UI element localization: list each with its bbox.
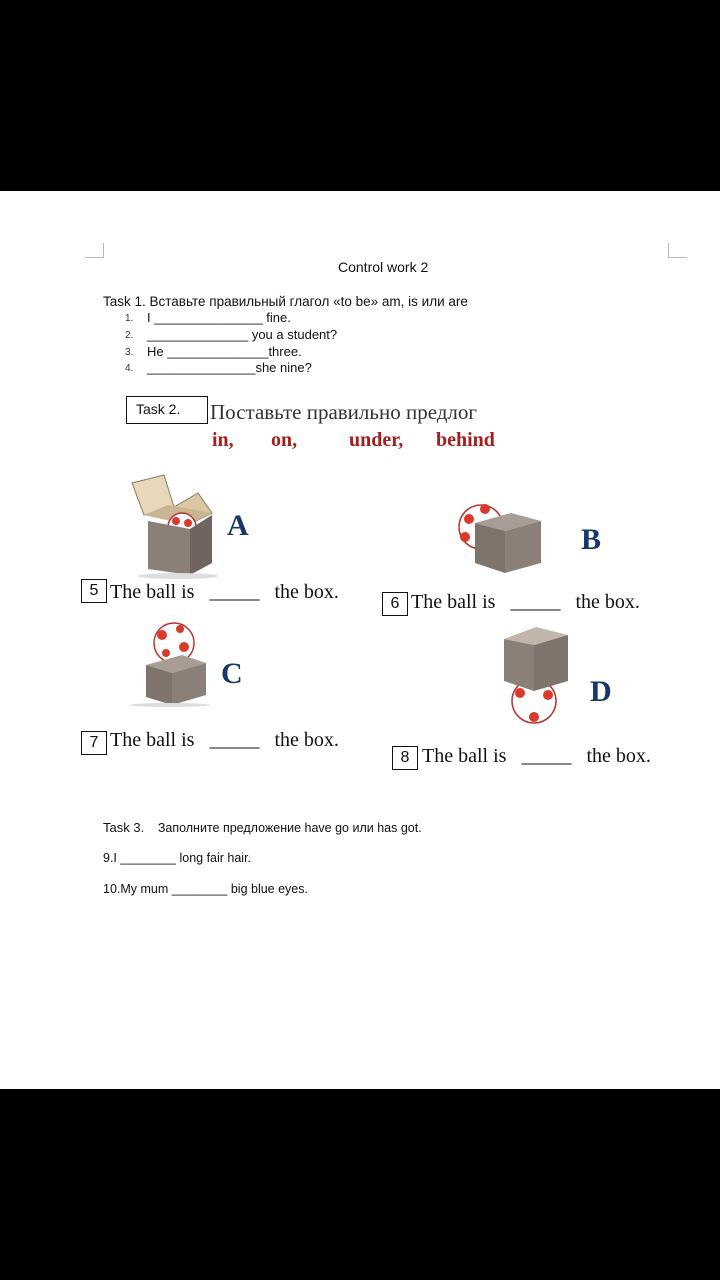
picture-letter-c: C [221,657,243,690]
question-number-8: 8 [392,746,418,770]
task2-label-box [126,396,208,424]
sentence-8-start: The ball is [422,745,507,767]
question-number-5: 5 [81,579,107,603]
task1-item-text: He ______________three. [147,344,302,359]
task1-item-number: 1. [125,313,134,324]
task1-item-number: 4. [125,363,134,374]
sentence-6-start: The ball is [411,591,496,613]
sentence-5-end: the box. [274,581,339,603]
ball-under-box-illustration [500,623,572,727]
corner-mark-right [668,243,687,258]
task3-header [103,820,422,835]
task3-label: Task 3. [103,820,145,835]
task3-item-10: 10.My mum ________ big blue eyes. [103,882,308,896]
sentence-5 [110,581,339,604]
sentence-8-end: the box. [586,745,651,767]
task3-item-9: 9.I ________ long fair hair. [103,851,252,865]
page-title: Control work 2 [338,259,429,275]
picture-letter-d: D [590,675,612,708]
sentence-6 [411,591,640,614]
ball-on-box-illustration [126,621,212,707]
task3-instruction: Заполните предложение have go или has got. [157,821,422,835]
sentence-6-blank[interactable]: _____ [510,591,561,613]
sentence-5-start: The ball is [110,581,195,603]
task2-label: Task 2. [136,401,181,417]
ball-behind-box-illustration [455,501,547,575]
task1-item-text: I _______________ fine. [147,310,291,325]
task1-item-text: _______________she nine? [147,360,312,375]
preposition-under: under, [349,429,404,451]
preposition-on: on, [271,429,298,451]
sentence-8-blank[interactable]: _____ [521,745,572,767]
task1-item-number: 2. [125,330,134,341]
task1-item-text: ______________ you a student? [147,327,338,342]
preposition-behind: behind [436,429,495,451]
sentence-7-blank[interactable]: _____ [209,729,260,751]
sentence-7 [110,729,339,752]
task2-instruction: Поставьте правильно предлог [210,400,478,424]
picture-letter-a: A [227,509,249,542]
sentence-7-end: the box. [274,729,339,751]
task1-heading: Task 1. Вставьте правильный глагол «to be» am, is или are [103,294,468,309]
document-page [0,191,720,1089]
sentence-6-end: the box. [575,591,640,613]
corner-mark-left [85,243,104,258]
sentence-8 [422,745,651,768]
sentence-7-start: The ball is [110,729,195,751]
preposition-in: in, [212,429,234,451]
question-number-6: 6 [382,592,408,616]
ball-in-box-illustration [128,473,220,579]
task1-item-number: 3. [125,347,134,358]
sentence-5-blank[interactable]: _____ [209,581,260,603]
question-number-7: 7 [81,731,107,755]
picture-letter-b: B [581,523,602,556]
